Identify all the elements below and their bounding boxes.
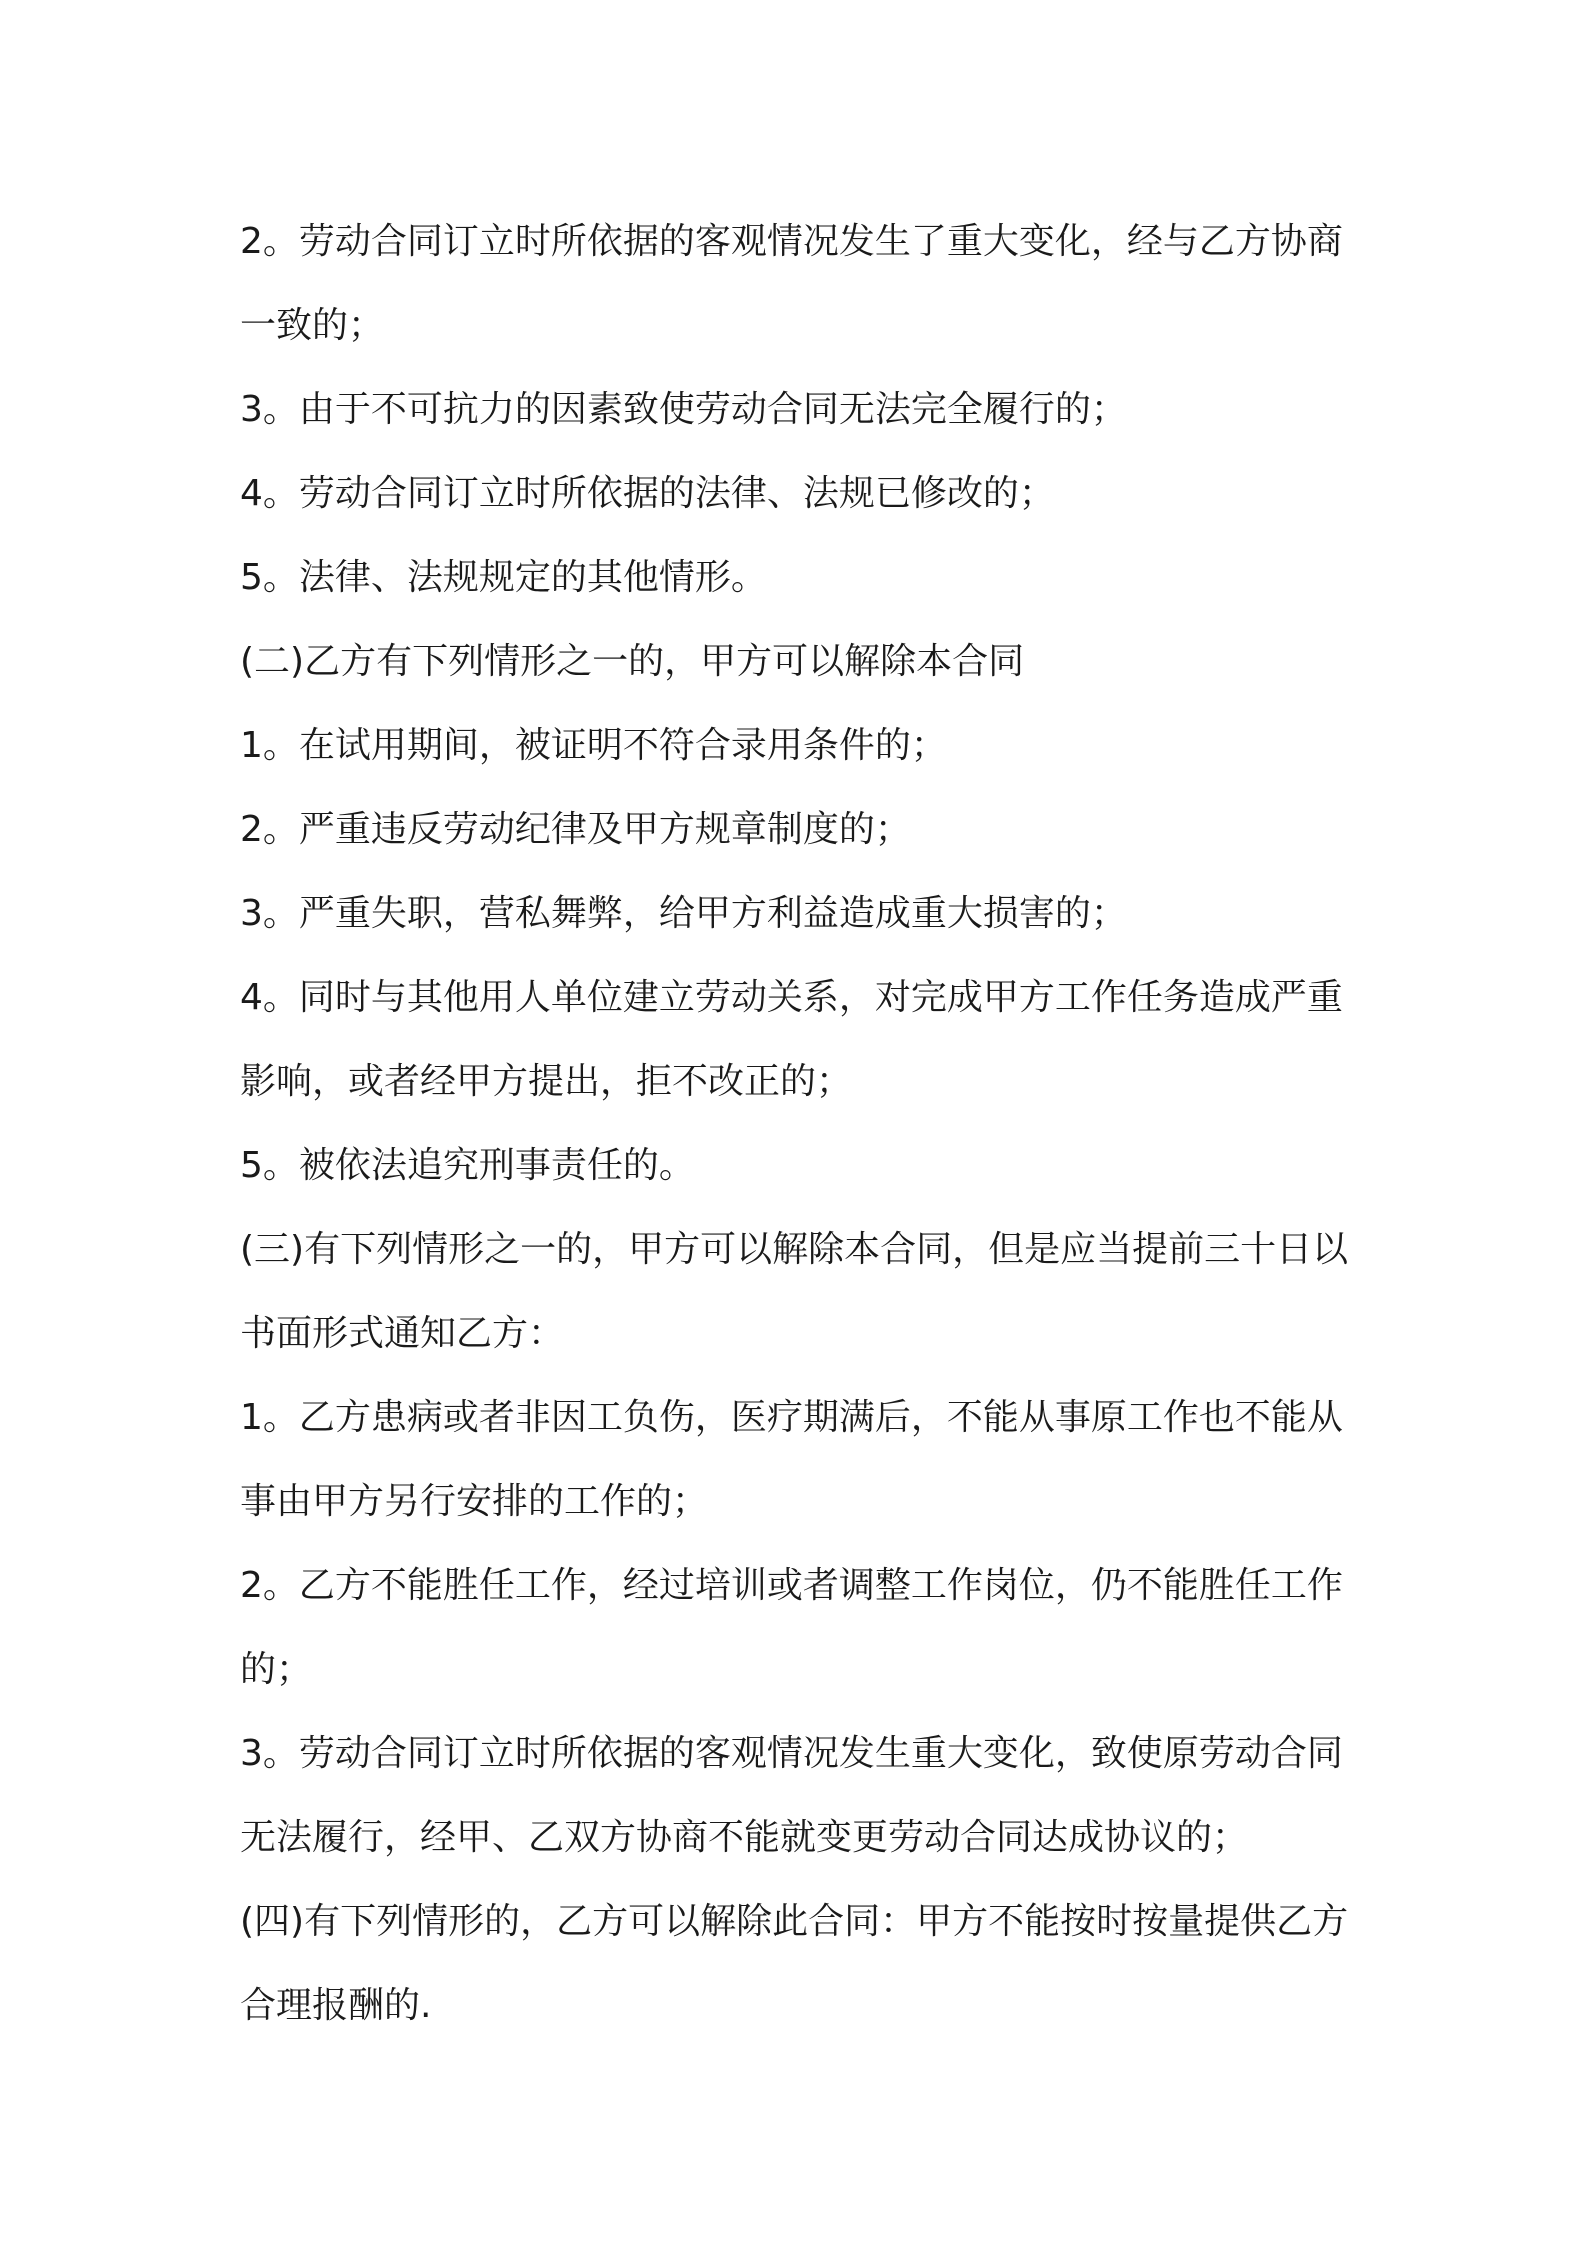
document-body: [240, 200, 1355, 2048]
paragraph-section-2-item-4: 4。同时与其他用人单位建立劳动关系，对完成甲方工作任务造成严重影响，或者经甲方提出，拒不改正的；: [240, 977, 1343, 1102]
paragraph-section-3-item-2: 2。乙方不能胜任工作，经过培训或者调整工作岗位，仍不能胜任工作的；: [240, 1565, 1343, 1690]
paragraph-section-2-item-2: 2。严重违反劳动纪律及甲方规章制度的；: [240, 809, 911, 850]
paragraph-section-3-item-3: 3。劳动合同订立时所依据的客观情况发生重大变化，致使原劳动合同无法履行，经甲、乙双方协商不能就变更劳动合同达成协议的；: [240, 1733, 1343, 1858]
section-heading-2: (二)乙方有下列情形之一的，甲方可以解除本合同: [240, 641, 1025, 682]
paragraph-contract-change-item-5: 5。法律、法规规定的其他情形。: [240, 557, 767, 598]
section-heading-3: (三)有下列情形之一的，甲方可以解除本合同，但是应当提前三十日以书面形式通知乙方：: [240, 1229, 1349, 1354]
paragraph-section-2-item-1: 1。在试用期间，被证明不符合录用条件的；: [240, 725, 947, 766]
paragraph-contract-change-item-4: 4。劳动合同订立时所依据的法律、法规已修改的；: [240, 473, 1055, 514]
paragraph-section-2-item-5: 5。被依法追究刑事责任的。: [240, 1145, 695, 1186]
paragraph-section-2-item-3: 3。严重失职，营私舞弊，给甲方利益造成重大损害的；: [240, 893, 1127, 934]
paragraph-section-3-item-1: 1。乙方患病或者非因工负伤，医疗期满后，不能从事原工作也不能从事由甲方另行安排的工作的；: [240, 1397, 1343, 1522]
paragraph-contract-change-item-3: 3。由于不可抗力的因素致使劳动合同无法完全履行的；: [240, 389, 1127, 430]
section-heading-4: (四)有下列情形的，乙方可以解除此合同：甲方不能按时按量提供乙方合理报酬的.: [240, 1901, 1349, 2026]
paragraph-contract-change-item-2: 2。劳动合同订立时所依据的客观情况发生了重大变化，经与乙方协商一致的；: [240, 221, 1343, 346]
